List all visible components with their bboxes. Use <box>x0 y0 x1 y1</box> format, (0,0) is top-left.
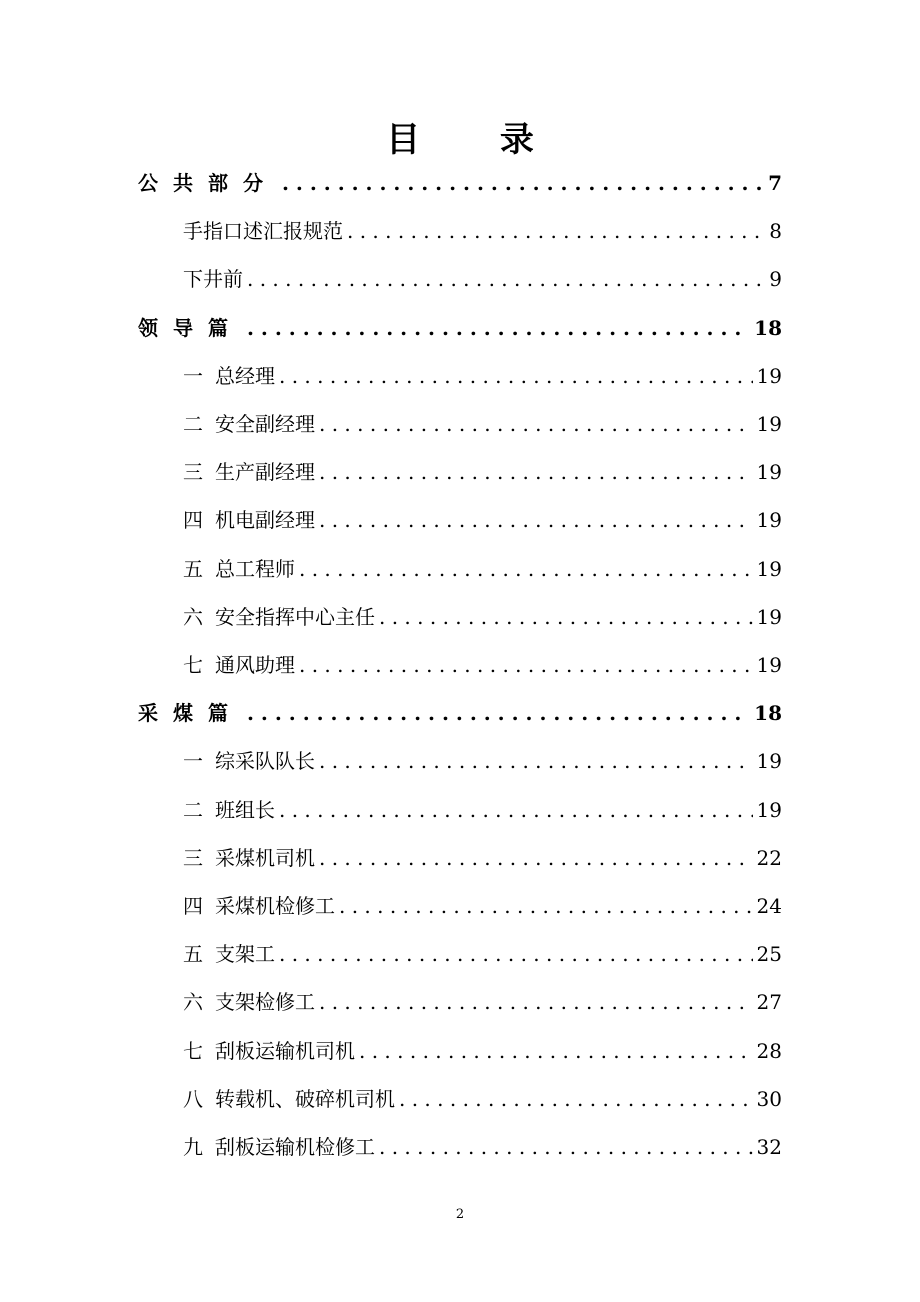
toc-dot-leader <box>347 216 765 246</box>
toc-item-entry[interactable] <box>183 650 782 680</box>
toc-entry-label: 支架检修工 <box>215 990 315 1014</box>
toc-entry-label: 刮板运输机司机 <box>215 1039 355 1063</box>
toc-item-entry[interactable] <box>183 1132 782 1162</box>
toc-entry-page: 7 <box>768 171 782 195</box>
toc-entry-page: 19 <box>756 798 782 822</box>
toc-dot-leader <box>399 1084 753 1114</box>
toc-entry-page: 19 <box>756 557 782 581</box>
toc-entry-page: 19 <box>756 508 782 532</box>
toc-entry-page: 25 <box>756 942 782 966</box>
toc-dot-leader <box>319 746 753 776</box>
toc-entry-label: 刮板运输机检修工 <box>215 1135 375 1159</box>
toc-item-entry[interactable] <box>183 891 782 921</box>
toc-item-entry[interactable] <box>183 602 782 632</box>
toc-item-number: 九 <box>183 1135 203 1159</box>
toc-item-entry[interactable] <box>183 361 782 391</box>
toc-item-number: 三 <box>183 460 203 484</box>
toc-section-entry[interactable] <box>138 313 782 343</box>
toc-item-number: 五 <box>183 557 203 581</box>
toc-item-number: 二 <box>183 798 203 822</box>
toc-item-number: 一 <box>183 364 203 388</box>
toc-item-number: 六 <box>183 990 203 1014</box>
toc-item-entry[interactable] <box>183 409 782 439</box>
toc-item-entry[interactable] <box>183 264 782 294</box>
toc-dot-leader <box>319 409 753 439</box>
toc-entry-label: 采煤机检修工 <box>215 894 335 918</box>
toc-item-entry[interactable] <box>183 1036 782 1066</box>
toc-entry-label: 通风助理 <box>215 653 295 677</box>
toc-dot-leader <box>247 698 750 728</box>
toc-dot-leader <box>279 939 753 969</box>
toc-item-entry[interactable] <box>183 843 782 873</box>
toc-dot-leader <box>319 457 753 487</box>
toc-entry-label: 采煤篇 <box>138 701 243 725</box>
toc-entry-page: 27 <box>756 990 782 1014</box>
toc-dot-leader <box>247 264 765 294</box>
toc-entry-page: 30 <box>756 1087 782 1111</box>
toc-dot-leader <box>247 313 750 343</box>
toc-entry-label: 手指口述汇报规范 <box>183 219 343 243</box>
toc-item-entry[interactable] <box>183 216 782 246</box>
toc-entry-label: 总工程师 <box>215 557 295 581</box>
toc-item-number: 一 <box>183 749 203 773</box>
toc-dot-leader <box>319 843 753 873</box>
toc-item-number: 七 <box>183 653 203 677</box>
toc-item-entry[interactable] <box>183 746 782 776</box>
toc-entry-page: 22 <box>756 846 782 870</box>
toc-item-number: 六 <box>183 605 203 629</box>
toc-entry-page: 32 <box>756 1135 782 1159</box>
toc-item-entry[interactable] <box>183 554 782 584</box>
toc-entry-page: 9 <box>769 267 782 291</box>
toc-dot-leader <box>299 650 753 680</box>
toc-entry-page: 19 <box>756 605 782 629</box>
toc-entry-label: 下井前 <box>183 267 243 291</box>
toc-entry-page: 28 <box>756 1039 782 1063</box>
toc-entry-label: 安全指挥中心主任 <box>215 605 375 629</box>
toc-dot-leader <box>319 987 753 1017</box>
toc-item-number: 四 <box>183 508 203 532</box>
toc-item-entry[interactable] <box>183 795 782 825</box>
toc-item-number: 三 <box>183 846 203 870</box>
toc-entry-page: 24 <box>756 894 782 918</box>
toc-item-number: 二 <box>183 412 203 436</box>
toc-item-entry[interactable] <box>183 987 782 1017</box>
toc-entry-page: 19 <box>756 412 782 436</box>
toc-entry-page: 18 <box>754 316 782 340</box>
toc-title: 目 录 <box>386 120 568 160</box>
toc-item-number: 八 <box>183 1087 203 1111</box>
toc-entry-page: 19 <box>756 749 782 773</box>
toc-dot-leader <box>282 168 764 198</box>
toc-entry-label: 班组长 <box>215 798 275 822</box>
toc-section-entry[interactable] <box>138 698 782 728</box>
toc-item-entry[interactable] <box>183 1084 782 1114</box>
toc-item-number: 七 <box>183 1039 203 1063</box>
toc-entry-page: 18 <box>754 701 782 725</box>
toc-entry-label: 生产副经理 <box>215 460 315 484</box>
toc-dot-leader <box>279 795 753 825</box>
toc-dot-leader <box>279 361 753 391</box>
toc-entry-label: 采煤机司机 <box>215 846 315 870</box>
toc-dot-leader <box>359 1036 753 1066</box>
toc-entry-label: 安全副经理 <box>215 412 315 436</box>
toc-item-entry[interactable] <box>183 939 782 969</box>
toc-dot-leader <box>379 602 753 632</box>
toc-entry-page: 19 <box>756 460 782 484</box>
toc-entry-page: 19 <box>756 653 782 677</box>
page-number: 2 <box>455 1207 465 1222</box>
toc-item-number: 四 <box>183 894 203 918</box>
toc-section-entry[interactable] <box>138 168 782 198</box>
toc-entry-label: 机电副经理 <box>215 508 315 532</box>
toc-item-entry[interactable] <box>183 505 782 535</box>
toc-entry-label: 支架工 <box>215 942 275 966</box>
toc-dot-leader <box>379 1132 753 1162</box>
toc-entry-label: 领导篇 <box>138 316 243 340</box>
toc-entry-label: 总经理 <box>215 364 275 388</box>
toc-item-number: 五 <box>183 942 203 966</box>
toc-entry-label: 转载机、破碎机司机 <box>215 1087 395 1111</box>
toc-entry-label: 公共部分 <box>138 171 278 195</box>
toc-dot-leader <box>299 554 753 584</box>
toc-entry-label: 综采队队长 <box>215 749 315 773</box>
toc-entry-page: 19 <box>756 364 782 388</box>
toc-item-entry[interactable] <box>183 457 782 487</box>
toc-dot-leader <box>319 505 753 535</box>
toc-entry-page: 8 <box>769 219 782 243</box>
toc-dot-leader <box>339 891 753 921</box>
